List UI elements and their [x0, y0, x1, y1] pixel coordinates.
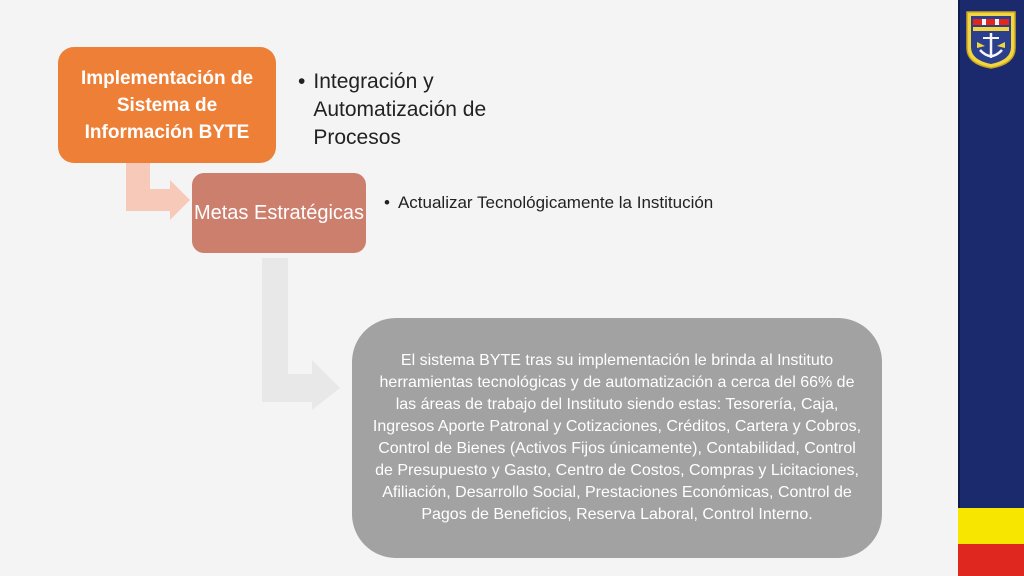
bullet-marker: • — [298, 70, 306, 93]
box-metas-estrategicas-text: Metas Estratégicas — [193, 201, 365, 224]
sidebar-yellow-band — [958, 508, 1024, 544]
sidebar-navy-band — [958, 0, 1024, 508]
connector-arrow-bottom — [262, 258, 340, 410]
box-descripcion-byte — [352, 318, 882, 558]
sidebar-stripe — [958, 0, 1024, 576]
sidebar-red-band — [958, 544, 1024, 576]
bullet-actualizar — [384, 191, 804, 215]
sidebar-edge-line — [958, 0, 960, 508]
connector-arrow-top — [126, 160, 190, 220]
box-metas-estrategicas — [192, 173, 366, 253]
bullet-integracion — [298, 68, 538, 152]
bullet-marker: • — [384, 193, 390, 212]
box-descripcion-byte-text: El sistema BYTE tras su implementación le brinda al Instituto herramientas tecnológicas y de automatización a cerca del 66% de las áreas de trabajo del Instituto siendo estas: Tesorería, Caja, Ingresos Aporte Patronal y Cotizaciones, Créditos, Cartera y Cobros, Control de Bienes (Activos Fijos únicamente), Contabilidad, Control de Presupuesto y Gasto, Centro de Costos, Compras y Licitaciones, Afiliación, Desarrollo Social, Prestaciones Económicas, Control de Pagos de Beneficios, Reserva Laboral, Control Interno. — [372, 352, 862, 523]
box-implementacion-byte — [58, 47, 276, 163]
box-implementacion-byte-text: Implementación de Sistema de Información BYTE — [80, 67, 254, 143]
bullet-integracion-text: Integración y Automatización de Procesos — [313, 70, 487, 149]
institution-emblem-icon — [963, 8, 1019, 70]
bullet-actualizar-text: Actualizar Tecnológicamente la Institución — [397, 193, 714, 212]
